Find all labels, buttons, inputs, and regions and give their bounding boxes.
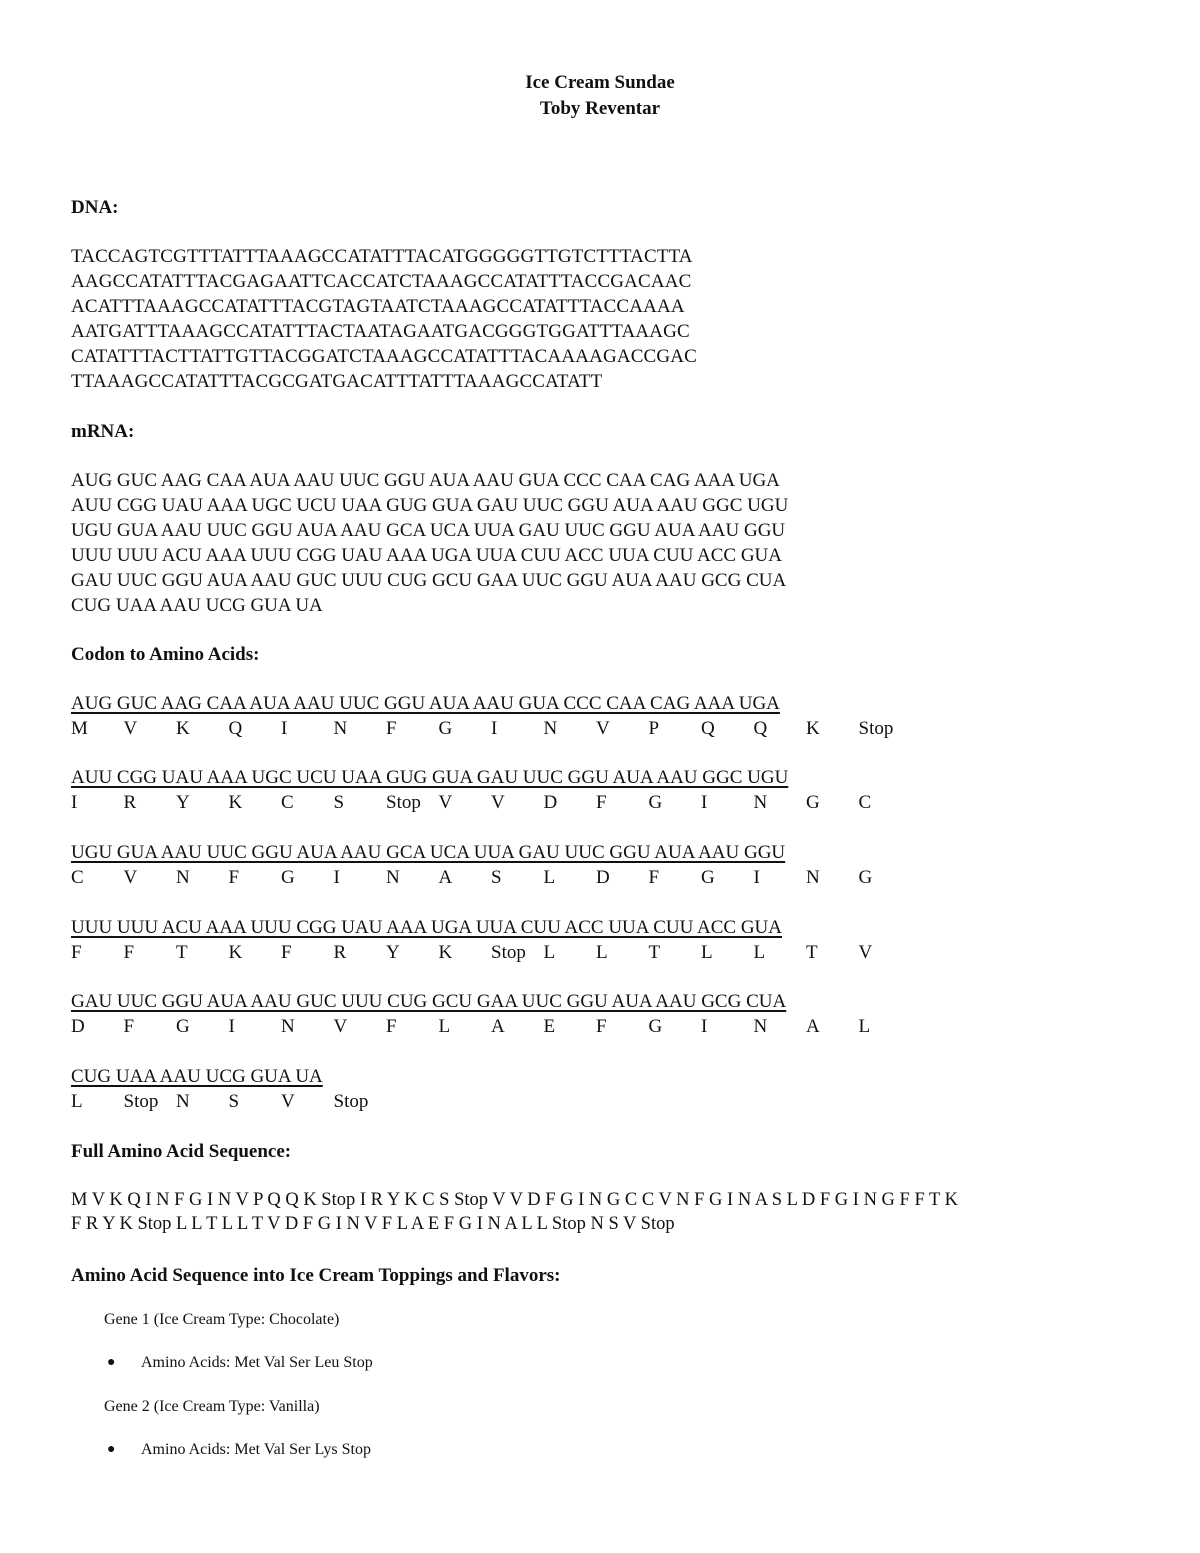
- codon-row: AUG GUC AAG CAA AUA AAU UUC GGU AUA AAU GUA CCC CAA CAG AAA UGA: [71, 693, 780, 714]
- mrna-line: UGU GUA AAU UUC GGU AUA AAU GCA UCA UUA GAU UUC GGU AUA AAU GGU: [71, 520, 786, 541]
- mrna-line: CUG UAA AAU UCG GUA UA: [71, 595, 323, 616]
- amino-acid: C: [71, 867, 84, 888]
- gene-amino-acids: Amino Acids: Met Val Ser Leu Stop: [141, 1354, 373, 1371]
- amino-acid: L: [543, 942, 556, 963]
- amino-acid: V: [596, 718, 610, 739]
- amino-row: [71, 942, 971, 966]
- amino-row: [71, 718, 971, 742]
- amino-acid: N: [386, 867, 400, 888]
- amino-acid: V: [123, 718, 138, 739]
- amino-acid: T: [648, 942, 661, 963]
- amino-acid: I: [753, 867, 760, 888]
- amino-acid: Y: [176, 792, 190, 813]
- amino-acid: S: [333, 792, 345, 813]
- amino-acid: F: [123, 942, 135, 963]
- amino-acid: N: [176, 867, 190, 888]
- amino-acid: V: [438, 792, 453, 813]
- amino-acid: I: [701, 792, 708, 813]
- document-title: Ice Cream Sundae: [525, 72, 675, 93]
- amino-acid: D: [596, 867, 610, 888]
- amino-acid: I: [281, 718, 288, 739]
- amino-acid: G: [648, 1016, 663, 1037]
- dna-heading: DNA:: [71, 197, 119, 218]
- amino-acid: L: [701, 942, 713, 963]
- amino-acid: F: [228, 867, 240, 888]
- amino-row: [71, 867, 971, 891]
- amino-acid: N: [753, 792, 768, 813]
- amino-acid: V: [858, 942, 873, 963]
- full-sequence-heading: Full Amino Acid Sequence:: [71, 1141, 292, 1162]
- amino-acid: L: [596, 942, 608, 963]
- full-sequence-line: M V K Q I N F G I N V P Q Q K Stop I R Y K C S Stop V V D F G I N G C C V N F G I N A S L D F G I N G F F T K: [71, 1190, 958, 1210]
- dna-line: AAGCCATATTTACGAGAATTCACCATCTAAAGCCATATTTACCGACAAC: [71, 271, 692, 292]
- amino-acid: T: [176, 942, 188, 963]
- mrna-line: AUG GUC AAG CAA AUA AAU UUC GGU AUA AAU GUA CCC CAA CAG AAA UGA: [71, 470, 780, 491]
- gene-label: Gene 1 (Ice Cream Type: Chocolate): [104, 1311, 340, 1328]
- amino-acid: Stop: [858, 718, 894, 739]
- amino-acid: Y: [386, 942, 400, 963]
- amino-acid: V: [123, 867, 138, 888]
- mrna-line: AUU CGG UAU AAA UGC UCU UAA GUG GUA GAU UUC GGU AUA AAU GGC UGU: [71, 495, 789, 516]
- amino-acid: K: [438, 942, 453, 963]
- amino-acid: G: [806, 792, 820, 813]
- amino-acid: A: [438, 867, 453, 888]
- amino-acid: C: [858, 792, 872, 813]
- amino-acid: L: [543, 867, 556, 888]
- mrna-heading: mRNA:: [71, 421, 135, 442]
- mrna-line: GAU UUC GGU AUA AAU GUC UUU CUG GCU GAA UUC GGU AUA AAU GCG CUA: [71, 570, 787, 591]
- amino-acid: I: [491, 718, 498, 739]
- amino-acid: M: [71, 718, 88, 739]
- amino-acid: R: [123, 792, 137, 813]
- amino-acid: Stop: [333, 1091, 369, 1112]
- amino-acid: V: [281, 1091, 295, 1112]
- gene-label: Gene 2 (Ice Cream Type: Vanilla): [104, 1398, 320, 1415]
- amino-acid: Q: [753, 718, 768, 739]
- amino-acid: N: [333, 718, 348, 739]
- amino-acid: E: [543, 1016, 556, 1037]
- amino-row: [71, 1016, 971, 1040]
- amino-acid: G: [701, 867, 715, 888]
- amino-acid: K: [176, 718, 190, 739]
- amino-acid: K: [228, 792, 243, 813]
- amino-acid: C: [281, 792, 294, 813]
- amino-acid: Q: [228, 718, 243, 739]
- amino-acid: F: [386, 718, 397, 739]
- codon-heading: Codon to Amino Acids:: [71, 644, 260, 665]
- amino-acid: I: [333, 867, 340, 888]
- amino-acid: L: [438, 1016, 451, 1037]
- dna-line: AATGATTTAAAGCCATATTTACTAATAGAATGACGGGTGGATTTAAAGC: [71, 321, 690, 342]
- amino-acid: G: [176, 1016, 190, 1037]
- toppings-heading: Amino Acid Sequence into Ice Cream Toppings and Flavors:: [71, 1265, 561, 1286]
- dna-line: CATATTTACTTATTGTTACGGATCTAAAGCCATATTTACAAAAGACCGAC: [71, 346, 697, 367]
- amino-acid: A: [491, 1016, 505, 1037]
- amino-acid: V: [491, 792, 505, 813]
- amino-acid: I: [701, 1016, 708, 1037]
- bullet-icon: ●: [107, 1355, 116, 1370]
- amino-acid: V: [333, 1016, 348, 1037]
- amino-acid: A: [806, 1016, 820, 1037]
- amino-acid: N: [281, 1016, 295, 1037]
- amino-acid: I: [228, 1016, 235, 1037]
- amino-acid: F: [596, 1016, 607, 1037]
- amino-acid: N: [176, 1091, 190, 1112]
- full-sequence-line: F R Y K Stop L L T L L T V D F G I N V F L A E F G I N A L L Stop N S V Stop: [71, 1214, 675, 1234]
- amino-acid: P: [648, 718, 660, 739]
- codon-row: UGU GUA AAU UUC GGU AUA AAU GCA UCA UUA GAU UUC GGU AUA AAU GGU: [71, 842, 786, 863]
- amino-acid: G: [648, 792, 663, 813]
- dna-line: TTAAAGCCATATTTACGCGATGACATTTATTTAAAGCCATATT: [71, 371, 603, 392]
- amino-acid: Q: [701, 718, 715, 739]
- amino-acid: D: [71, 1016, 85, 1037]
- amino-row: [71, 1091, 971, 1115]
- amino-acid: Stop: [491, 942, 526, 963]
- amino-acid: L: [858, 1016, 871, 1037]
- amino-row: [71, 792, 971, 816]
- amino-acid: N: [753, 1016, 768, 1037]
- mrna-line: UUU UUU ACU AAA UUU CGG UAU AAA UGA UUA CUU ACC UUA CUU ACC GUA: [71, 545, 782, 566]
- amino-acid: K: [228, 942, 243, 963]
- amino-acid: D: [543, 792, 558, 813]
- dna-line: ACATTTAAAGCCATATTTACGTAGTAATCTAAAGCCATATTTACCAAAA: [71, 296, 685, 317]
- codon-row: AUU CGG UAU AAA UGC UCU UAA GUG GUA GAU UUC GGU AUA AAU GGC UGU: [71, 767, 789, 788]
- amino-acid: N: [543, 718, 558, 739]
- amino-acid: L: [753, 942, 766, 963]
- amino-acid: T: [806, 942, 818, 963]
- amino-acid: K: [806, 718, 820, 739]
- codon-row: CUG UAA AAU UCG GUA UA: [71, 1066, 323, 1087]
- codon-row: UUU UUU ACU AAA UUU CGG UAU AAA UGA UUA CUU ACC UUA CUU ACC GUA: [71, 917, 782, 938]
- codon-row: GAU UUC GGU AUA AAU GUC UUU CUG GCU GAA UUC GGU AUA AAU GCG CUA: [71, 991, 787, 1012]
- bullet-icon: ●: [107, 1442, 116, 1457]
- amino-acid: G: [438, 718, 453, 739]
- amino-acid: F: [123, 1016, 135, 1037]
- amino-acid: S: [228, 1091, 240, 1112]
- amino-acid: Stop: [123, 1091, 159, 1112]
- amino-acid: G: [281, 867, 295, 888]
- amino-acid: F: [71, 942, 82, 963]
- amino-acid: F: [596, 792, 607, 813]
- amino-acid: G: [858, 867, 873, 888]
- dna-line: TACCAGTCGTTTATTTAAAGCCATATTTACATGGGGGTTGTCTTTACTTA: [71, 246, 693, 267]
- amino-acid: I: [71, 792, 78, 813]
- amino-acid: R: [333, 942, 347, 963]
- amino-acid: Stop: [386, 792, 421, 813]
- amino-acid: L: [71, 1091, 83, 1112]
- amino-acid: S: [491, 867, 502, 888]
- amino-acid: F: [281, 942, 292, 963]
- amino-acid: F: [386, 1016, 397, 1037]
- amino-acid: N: [806, 867, 820, 888]
- document-author: Toby Reventar: [539, 98, 661, 119]
- gene-amino-acids: Amino Acids: Met Val Ser Lys Stop: [141, 1441, 371, 1458]
- amino-acid: F: [648, 867, 660, 888]
